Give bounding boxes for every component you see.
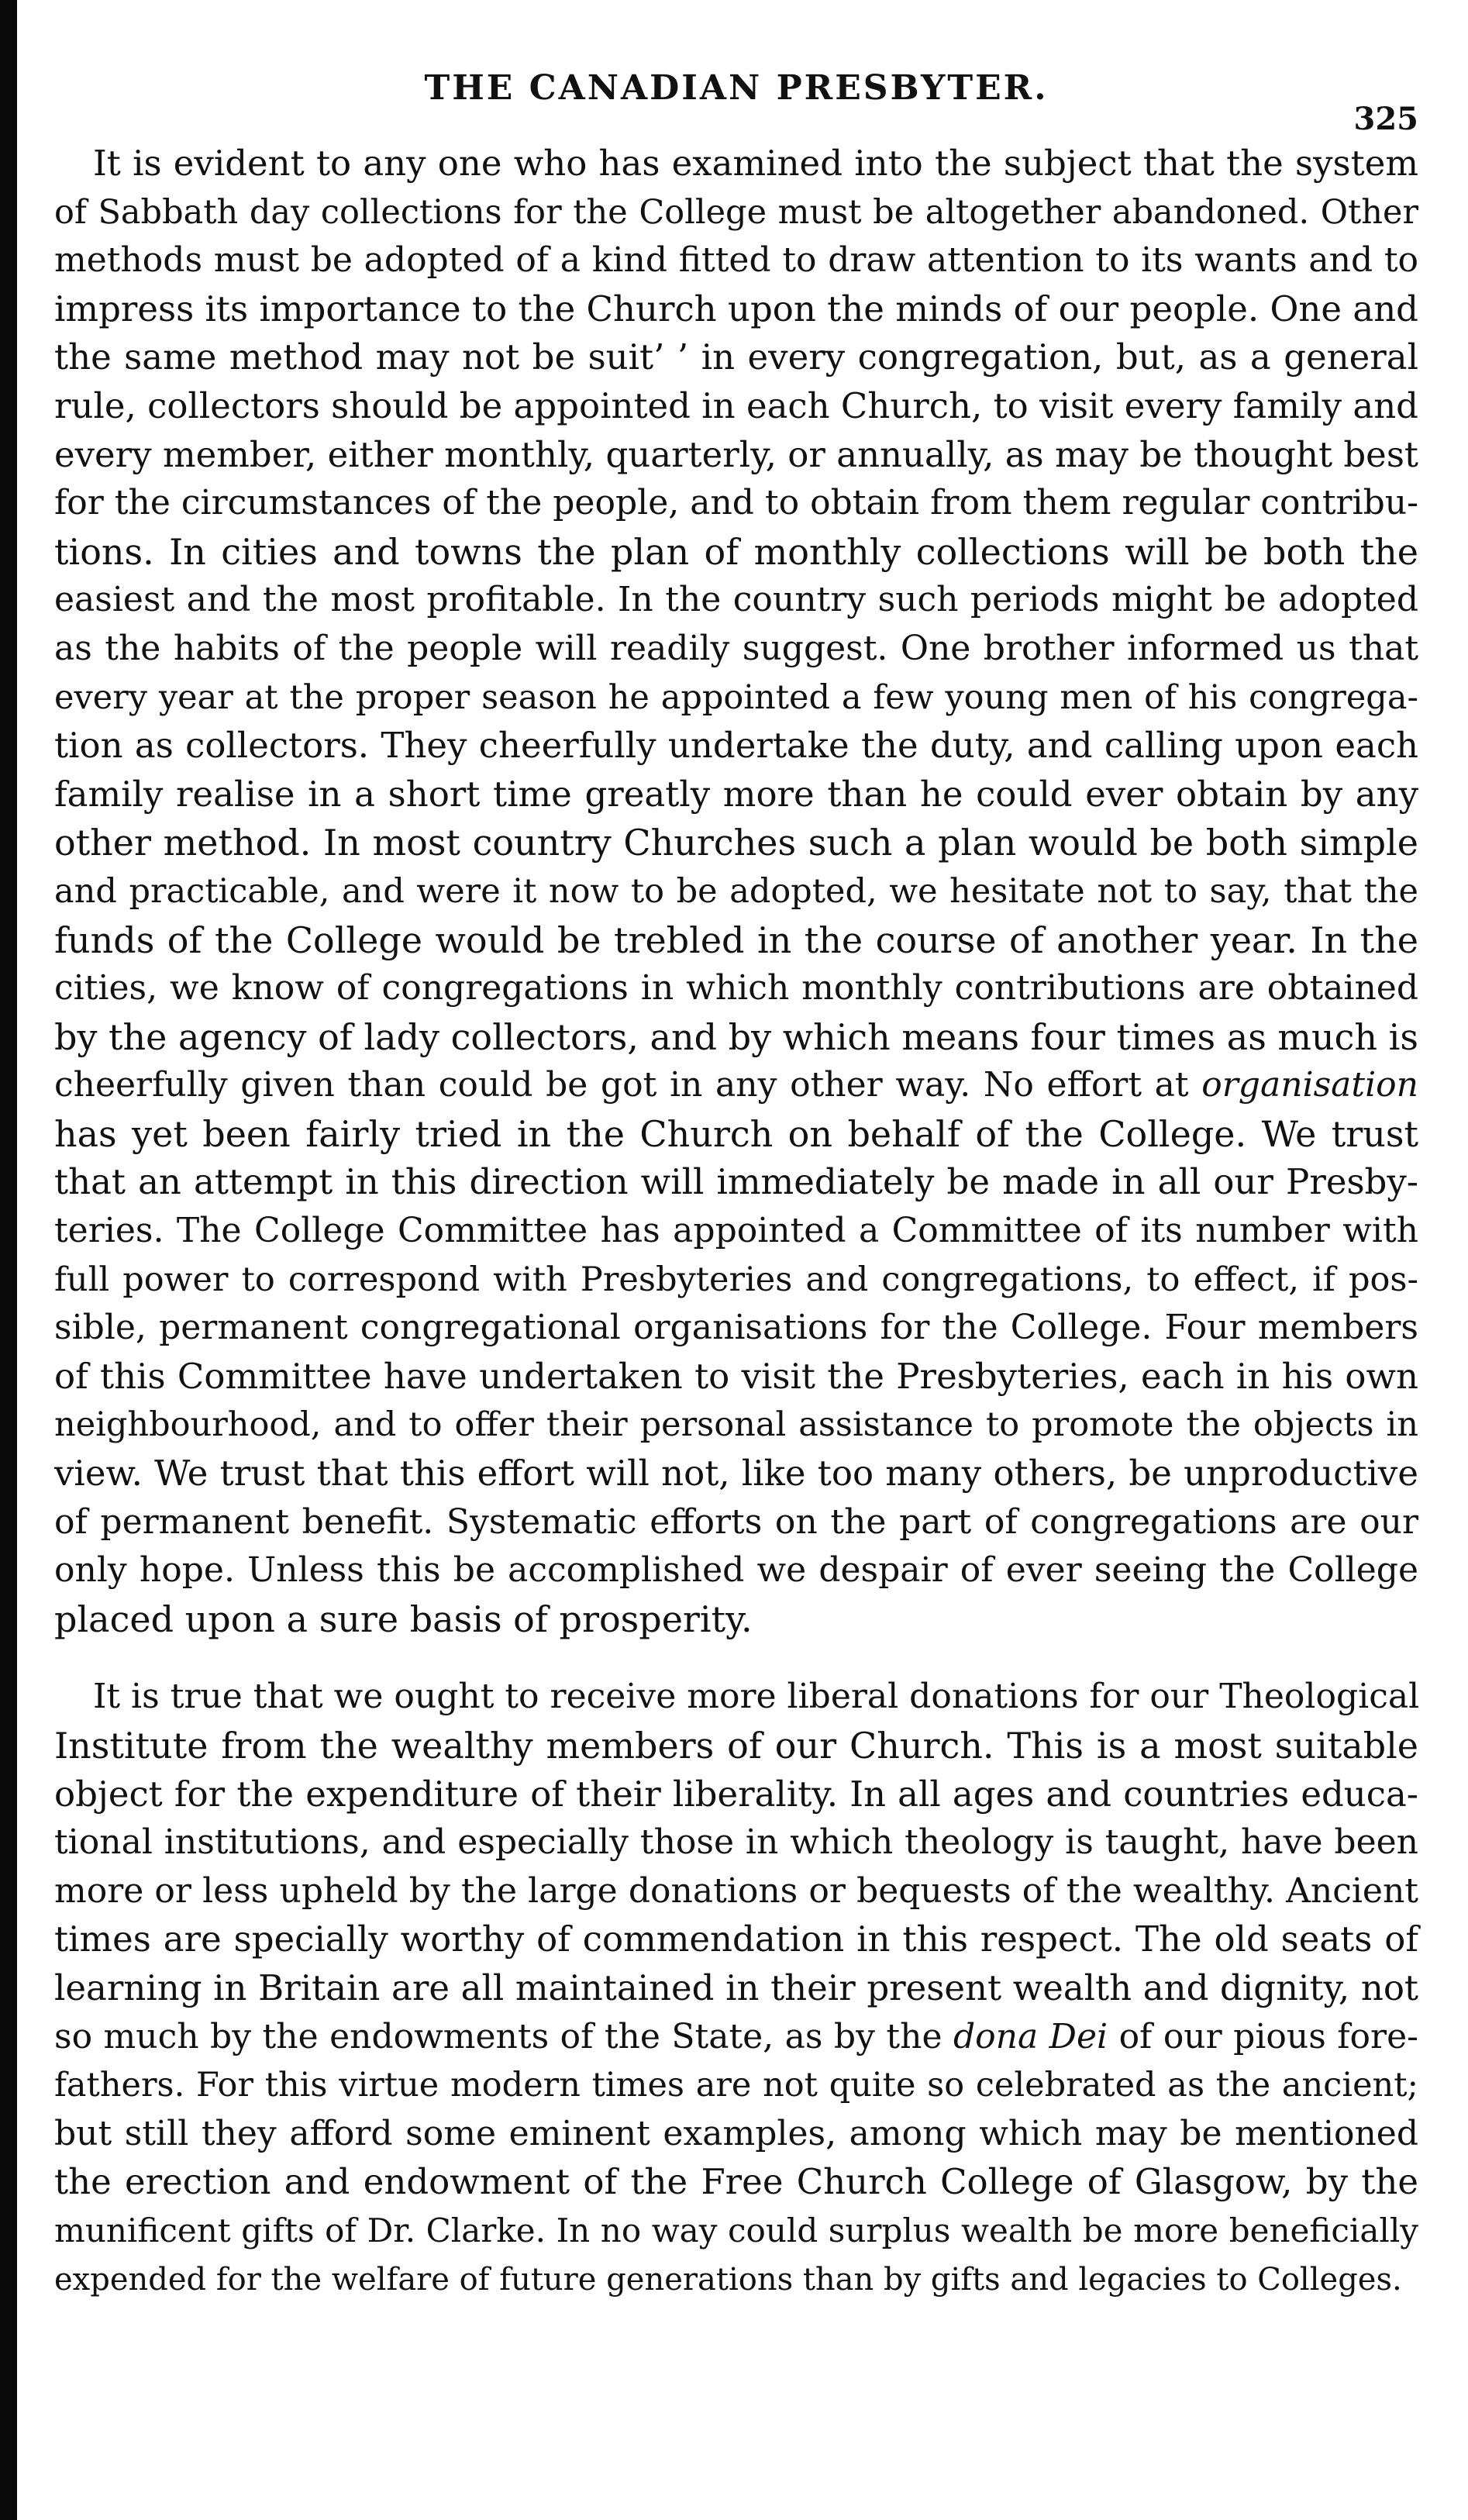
text-line: as the habits of the people will readily suggest. One brother informed us that	[54, 628, 1418, 668]
text-line: object for the expenditure of their liberality. In all ages and countries educa-	[54, 1773, 1418, 1815]
text-line: neighbourhood, and to offer their personal assistance to promote the objects in	[54, 1405, 1418, 1445]
text-line: Institute from the wealthy members of our Church. This is a most suitable	[54, 1725, 1418, 1767]
text-line: full power to correspond with Presbyteries and congregations, to effect, if pos-	[54, 1260, 1418, 1299]
text-line: learning in Britain are all maintained in their present wealth and dignity, not	[54, 1967, 1418, 2008]
text-line: the same method may not be suit’ ’ in every congregation, but, as a general	[54, 336, 1418, 378]
italic-word: organisation	[1201, 1065, 1418, 1105]
text-line: munificent gifts of Dr. Clarke. In no way could surplus wealth be more beneficially	[54, 2211, 1418, 2249]
text-line: but still they afford some eminent examples, among which may be mentioned	[54, 2113, 1418, 2153]
text-run: of our pious fore-	[1118, 2016, 1418, 2056]
text-line: It is true that we ought to receive more liberal donations for our Theological	[93, 1677, 1420, 1717]
text-line: of Sabbath day collections for the College must be altogether abandoned. Other	[54, 192, 1418, 232]
paragraph-1	[54, 140, 1418, 1643]
text-line: It is evident to any one who has examined into the subject that the system	[93, 143, 1418, 184]
running-title: THE CANADIAN PRESBYTER.	[424, 68, 1049, 108]
page-header	[54, 54, 1418, 140]
text-run: so much by the endowments of the State, as by the	[54, 2016, 942, 2056]
page	[54, 54, 1418, 2304]
text-line: tions. In cities and towns the plan of monthly collections will be both the	[54, 530, 1418, 573]
text-line: fathers. For this virtue modern times are not quite so celebrated as the ancient;	[54, 2066, 1418, 2105]
text-line: by the agency of lady collectors, and by which means four times as much is	[54, 1015, 1418, 1058]
binding-edge	[0, 0, 17, 2520]
text-line-with-italic	[54, 1061, 1418, 1110]
italic-phrase: dona Dei	[953, 2016, 1108, 2056]
text-line: sible, permanent congregational organisations for the College. Four members	[54, 1308, 1418, 1348]
text-line-with-italic	[54, 2013, 1418, 2062]
text-line: times are specially worthy of commendation in this respect. The old seats of	[54, 1918, 1418, 1960]
text-line: rule, collectors should be appointed in each Church, to visit every family and	[54, 384, 1418, 426]
text-line: cities, we know of congregations in which monthly contributions are obtained	[54, 968, 1418, 1008]
text-line: methods must be adopted of a kind fitted to draw attention to its wants and to	[54, 240, 1418, 281]
text-line: other method. In most country Churches such a plan would be both simple	[54, 822, 1418, 864]
text-line: every year at the proper season he appointed a few young men of his congrega-	[54, 677, 1418, 717]
text-line: tional institutions, and especially those in which theology is taught, have been	[54, 1822, 1418, 1863]
text-line: only hope. Unless this be accomplished we despair of ever seeing the College	[54, 1550, 1418, 1591]
text-line: family realise in a short time greatly more than he could ever obtain by any	[54, 773, 1418, 815]
text-line: every member, either monthly, quarterly, or annually, as may be thought best	[54, 433, 1418, 475]
text-line: the erection and endowment of the Free Church College of Glasgow, by the	[54, 2161, 1418, 2203]
text-line: expended for the welfare of future generations than by gifts and legacies to Colleges.	[54, 2261, 1402, 2298]
text-line: of this Committee have undertaken to visit the Presbyteries, each in his own	[54, 1355, 1418, 1397]
page-number: 325	[1353, 101, 1418, 137]
text-line: teries. The College Committee has appointed a Committee of its number with	[54, 1211, 1418, 1251]
text-line: impress its importance to the Church upon the minds of our people. One and	[54, 288, 1418, 329]
text-line: placed upon a sure basis of prosperity.	[54, 1598, 753, 1640]
paragraph-2	[54, 1673, 1418, 2304]
text-line: view. We trust that this effort will not, like too many others, be unproductive	[54, 1453, 1418, 1494]
text-line: of permanent benefit. Systematic efforts on the part of congregations are our	[54, 1501, 1418, 1542]
text-line: easiest and the most profitable. In the country such periods might be adopted	[54, 580, 1418, 620]
text-line: has yet been fairly tried in the Church on behalf of the College. We trust	[54, 1112, 1418, 1155]
text-run: cheerfully given than could be got in any other way. No effort at	[54, 1065, 1189, 1105]
paragraph-gap	[54, 1643, 1418, 1673]
text-line: tion as collectors. They cheerfully undertake the duty, and calling upon each	[54, 725, 1418, 767]
text-line: funds of the College would be trebled in the course of another year. In the	[54, 919, 1418, 961]
text-line: more or less upheld by the large donations or bequests of the wealthy. Ancient	[54, 1870, 1418, 1911]
text-line: that an attempt in this direction will immediately be made in all our Presby-	[54, 1161, 1418, 1203]
text-line: for the circumstances of the people, and to obtain from them regular contribu-	[54, 483, 1418, 523]
text-line: and practicable, and were it now to be adopted, we hesitate not to say, that the	[54, 871, 1418, 911]
